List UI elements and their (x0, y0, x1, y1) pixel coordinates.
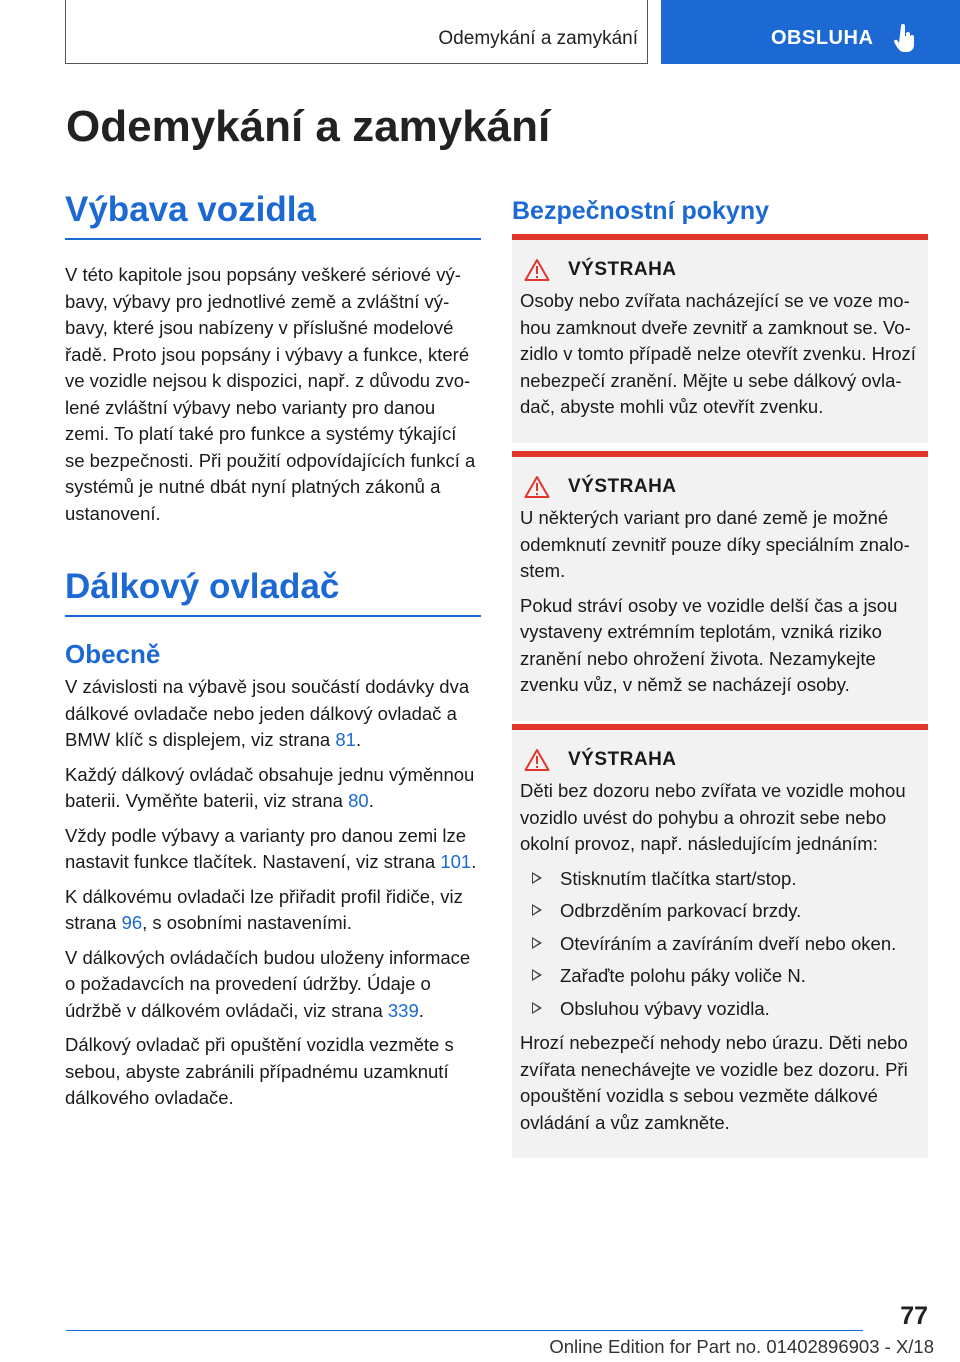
section-heading-vybava: Výbava vozidla (65, 190, 481, 240)
triangle-bullet-icon (532, 937, 542, 949)
paragraph-3: Vždy podle výbavy a varianty pro danou zemi lze nastavit funkce tlačítek. Nastavení, viz strana 101. (65, 824, 477, 872)
page-link-339[interactable]: 339 (387, 999, 419, 1021)
footer-divider (66, 1330, 863, 1331)
section-heading-bezpecnostni: Bezpečnostní pokyny (512, 197, 769, 225)
warning-3-outro: Hrozí nebezpečí nehody nebo úrazu. Děti nebo zvířata nenechávejte ve vozidle bez dozoru. Při opouštění vozidla s sebou vezměte dálkové ovládání a vůz zamkněte. (520, 1032, 908, 1133)
header-section-title: Odemykání a zamykání (438, 28, 638, 49)
warning-2-text-1: U některých variant pro dané země je možné odemknutí zevnitř pouze díky speciálním znalostem. (520, 507, 910, 581)
triangle-bullet-icon (532, 969, 542, 981)
list-item: Zařaďte polohu páky voliče N. (520, 963, 920, 990)
list-item: Stisknutím tlačítka start/stop. (520, 866, 920, 893)
triangle-bullet-icon (532, 1002, 542, 1014)
subheading-obecne: Obecně (65, 639, 161, 669)
page-link-80[interactable]: 80 (348, 790, 369, 811)
tab-label: OBSLUHA (771, 27, 874, 49)
page-title: Odemykání a zamykání (66, 102, 551, 151)
triangle-bullet-icon (532, 872, 542, 884)
vybava-paragraph: V této kapitole jsou popsány veškeré sériové výbavy, výbavy pro jednotlivé země a zvláštní výbavy, které jsou nabízeny v příslušné modelové řadě. Proto jsou popsány i výbavy a funkce, které ve vozidle nejsou k dispozici, např. z důvodu zvolené zvláštní výbavy nebo varianty pro danou zemi. To platí také pro funkce a systémy týkající se bezpečnosti. Při použití odpovídajících funkcí a systémů je nutné dbát nyní platných zákonů a ustanovení. (65, 264, 476, 524)
warning-title: VÝSTRAHA (568, 749, 677, 770)
list-item: Odbrzděním parkovací brzdy. (520, 898, 920, 925)
paragraph-4: K dálkovému ovladači lze přiřadit profil řidiče, viz strana 96, s osobními nastaveními. (65, 885, 463, 933)
warning-3-intro: Děti bez dozoru nebo zvířata ve vozidle mohou vozidlo uvést do pohybu a ohrozit sebe nebo okolní provoz, např. následujícím jednáním: (520, 780, 906, 854)
section-heading-dalkovy: Dálkový ovladač (65, 567, 481, 617)
list-item: Otevíráním a zavíráním dveří nebo oken. (520, 931, 920, 958)
header-tab-obsluha[interactable] (661, 0, 960, 64)
page-link-81[interactable]: 81 (335, 729, 356, 750)
paragraph-2: Každý dálkový ovládač obsahuje jednu výměnnou baterii. Vyměňte baterii, viz strana 80. (65, 763, 475, 811)
paragraph-5: V dálkových ovládačích budou uloženy informace o požadavcích na provedení údržby. Údaje o údržbě v dálkovém ovládači, viz strana 339. (65, 946, 471, 1021)
page-link-96[interactable]: 96 (121, 912, 143, 933)
warning-1-text: Osoby nebo zvířata nacházející se ve voze mohou zamknout dveře zevnitř a zamknout se. Vozidlo v tomto případě nelze otevřít zvenku. Hrozí nebezpečí zranění. Mějte u sebe dálkový ovladač, abyste mohli vůz otevřít zvenku. (520, 290, 916, 417)
warning-2-text-2: Pokud stráví osoby ve vozidle delší čas a jsou vystaveny extrémním teplotám, vzniká riziko zranění nebo ohrožení života. Nezamykejte zvenku vůz, v němž se nacházejí osoby. (520, 594, 898, 695)
warning-box-1 (512, 234, 928, 443)
warning-triangle-icon (524, 258, 550, 282)
warning-3-list (520, 866, 920, 1023)
triangle-bullet-icon (532, 904, 542, 916)
paragraph-6: Dálkový ovladač při opuštění vozidla vezměte s sebou, abyste zabránili případnému uzamknutí dálkového ovladače. (65, 1034, 454, 1108)
left-column (65, 190, 481, 1112)
warning-triangle-icon (524, 748, 550, 772)
hand-pointer-icon (893, 24, 917, 54)
page-link-101[interactable]: 101 (440, 851, 472, 872)
warning-title: VÝSTRAHA (568, 259, 677, 280)
page-number: 77 (900, 1302, 928, 1330)
warning-box-2 (512, 451, 928, 721)
paragraph-1: V závislosti na výbavě jsou součástí dodávky dva dálkové ovladače nebo jeden dálkový ovladač a BMW klíč s displejem, viz strana 81. (65, 676, 470, 750)
list-item: Obsluhou výbavy vozidla. (520, 996, 920, 1023)
warning-triangle-icon (524, 475, 550, 499)
footer-edition: Online Edition for Part no. 01402896903 - X/18 (549, 1336, 934, 1357)
warning-title: VÝSTRAHA (568, 476, 677, 497)
warning-box-3 (512, 724, 928, 1158)
